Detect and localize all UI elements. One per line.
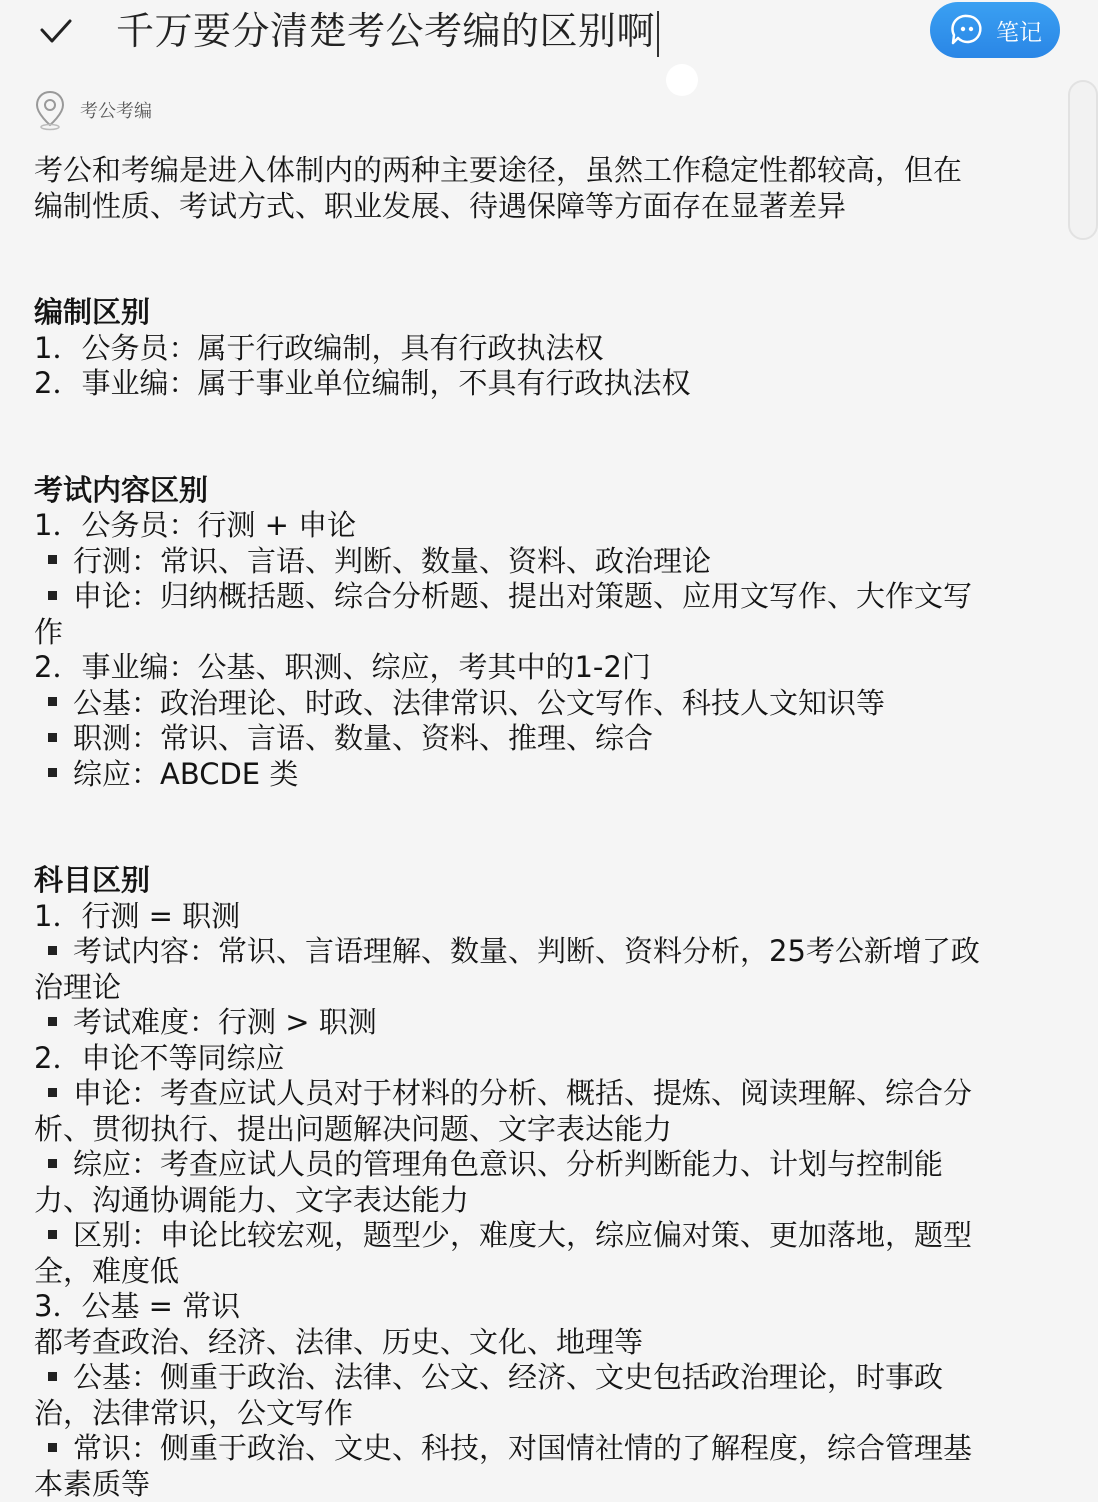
text-line: 作 <box>34 615 1034 651</box>
bullet-line: 职测：常识、言语、数量、资料、推理、综合 <box>34 721 1034 757</box>
location-tag[interactable] <box>34 88 152 132</box>
bullet-line: 考试内容：常识、言语理解、数量、判断、资料分析，25考公新增了政 <box>34 934 1034 970</box>
text-line: 治理论 <box>34 970 1034 1006</box>
bullet-line: 综应：考查应试人员的管理角色意识、分析判断能力、计划与控制能 <box>34 1147 1034 1183</box>
text-cursor <box>657 11 659 57</box>
bullet-line: 行测：常识、言语、判断、数量、资料、政治理论 <box>34 544 1034 580</box>
bullet-line: 区别：申论比较宏观，题型少，难度大，综应偏对策、更加落地，题型 <box>34 1218 1034 1254</box>
text-line: 1．公务员：行测 + 申论 <box>34 508 1034 544</box>
location-pin-icon <box>34 89 66 131</box>
location-label: 考公考编 <box>80 97 152 123</box>
note-button[interactable] <box>930 2 1060 58</box>
text-line: 2．事业编：属于事业单位编制，不具有行政执法权 <box>34 366 1034 402</box>
text-line: 1．公务员：属于行政编制，具有行政执法权 <box>34 331 1034 367</box>
text-line: 治，法律常识，公文写作 <box>34 1396 1034 1432</box>
title-input[interactable] <box>116 6 659 57</box>
text-line: 3．公基 = 常识 <box>34 1289 1034 1325</box>
bullet-line: 申论：归纳概括题、综合分析题、提出对策题、应用文写作、大作文写 <box>34 579 1034 615</box>
header <box>0 0 1080 70</box>
bullet-line: 考试难度：行测 > 职测 <box>34 1005 1034 1041</box>
bullet-line: 申论：考查应试人员对于材料的分析、概括、提炼、阅读理解、综合分 <box>34 1076 1034 1112</box>
spacer <box>34 792 1034 863</box>
note-body[interactable] <box>34 153 1034 1502</box>
spacer <box>34 224 1034 295</box>
check-icon <box>36 8 76 52</box>
section-heading: 编制区别 <box>34 295 1034 331</box>
bullet-line: 公基：政治理论、时政、法律常识、公文写作、科技人文知识等 <box>34 686 1034 722</box>
section-heading: 考试内容区别 <box>34 473 1034 509</box>
note-button-label: 笔记 <box>996 14 1042 47</box>
spacer <box>34 402 1034 473</box>
text-line: 力、沟通协调能力、文字表达能力 <box>34 1183 1034 1219</box>
text-line: 本素质等 <box>34 1467 1034 1502</box>
bullet-line: 公基：侧重于政治、法律、公文、经济、文史包括政治理论，时事政 <box>34 1360 1034 1396</box>
text-line: 1．行测 = 职测 <box>34 899 1034 935</box>
title-text: 千万要分清楚考公考编的区别啊 <box>116 9 655 53</box>
text-line: 都考查政治、经济、法律、历史、文化、地理等 <box>34 1325 1034 1361</box>
bullet-line: 综应：ABCDE 类 <box>34 757 1034 793</box>
sections <box>34 295 1034 1502</box>
text-line: 2．事业编：公基、职测、综应，考其中的1-2门 <box>34 650 1034 686</box>
drag-handle[interactable] <box>666 64 698 96</box>
note-icon <box>948 11 986 49</box>
bullet-line: 常识：侧重于政治、文史、科技，对国情社情的了解程度，综合管理基 <box>34 1431 1034 1467</box>
confirm-button[interactable] <box>36 8 76 52</box>
intro-line: 考公和考编是进入体制内的两种主要途径，虽然工作稳定性都较高，但在 <box>34 153 1034 189</box>
intro-line: 编制性质、考试方式、职业发展、待遇保障等方面存在显著差异 <box>34 189 1034 225</box>
text-line: 析、贯彻执行、提出问题解决问题、文字表达能力 <box>34 1112 1034 1148</box>
text-line: 2．申论不等同综应 <box>34 1041 1034 1077</box>
side-panel-handle[interactable] <box>1068 80 1098 240</box>
section-heading: 科目区别 <box>34 863 1034 899</box>
text-line: 全，难度低 <box>34 1254 1034 1290</box>
